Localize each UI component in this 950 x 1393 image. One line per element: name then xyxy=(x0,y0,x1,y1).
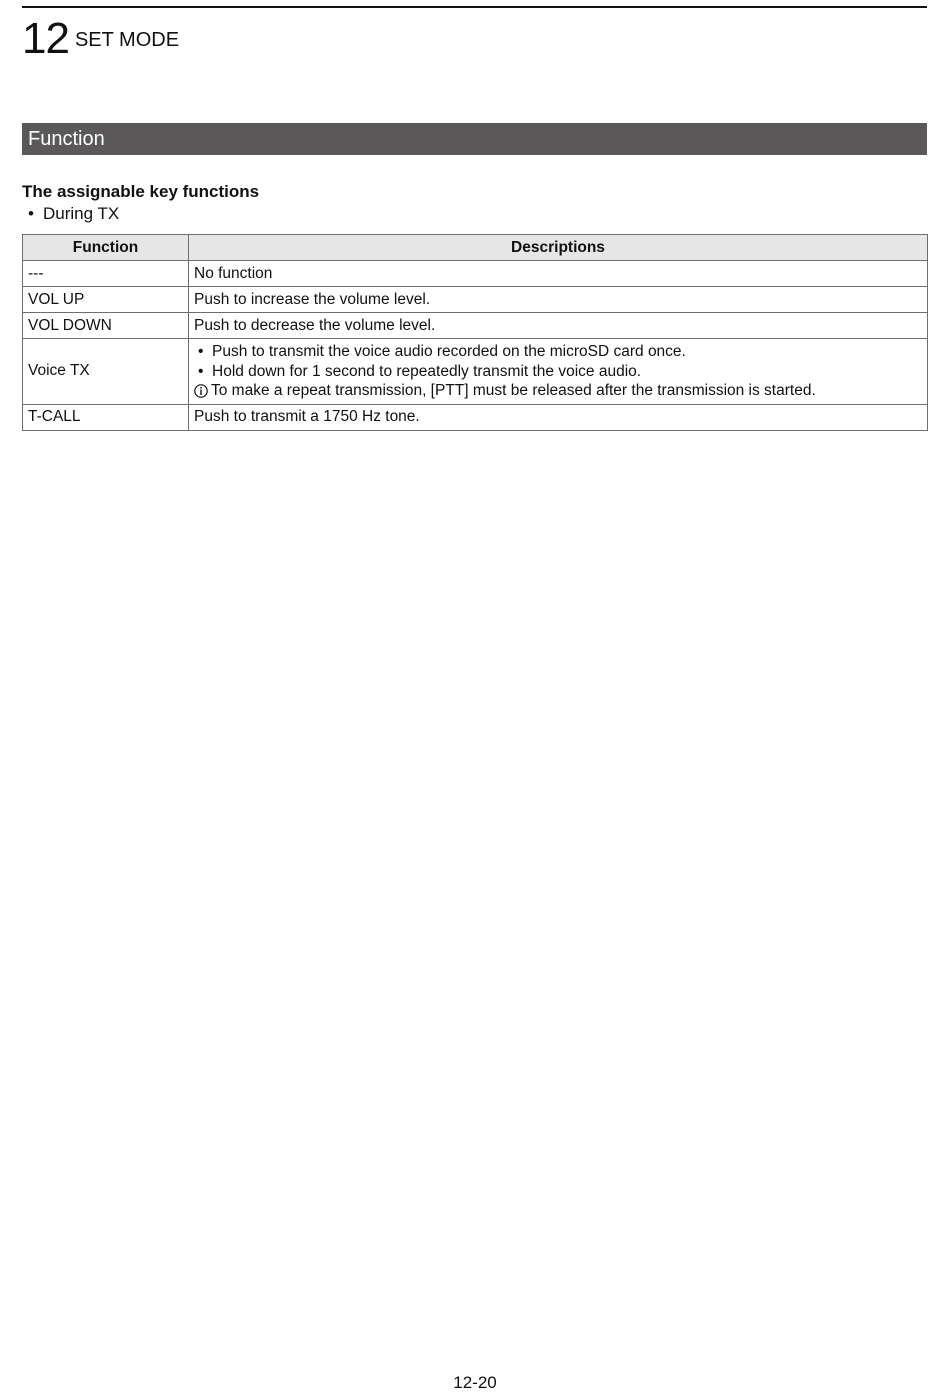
bullet-item xyxy=(28,203,119,225)
description-cell xyxy=(189,339,928,405)
description-cell: Push to increase the volume level. xyxy=(189,287,928,313)
subheading: The assignable key functions xyxy=(22,182,260,201)
table-row xyxy=(23,313,928,339)
function-cell: VOL UP xyxy=(23,287,189,313)
table-row xyxy=(23,287,928,313)
section-title-bar xyxy=(22,123,927,155)
function-cell: --- xyxy=(23,261,189,287)
description-note-text: To make a repeat transmission, [PTT] must be released after the transmission is started. xyxy=(211,382,816,399)
info-icon xyxy=(194,384,208,398)
description-bullet-text: Hold down for 1 second to repeatedly transmit the voice audio. xyxy=(212,362,642,380)
column-header-function: Function xyxy=(23,235,189,261)
description-cell: Push to transmit a 1750 Hz tone. xyxy=(189,404,928,430)
function-cell: Voice TX xyxy=(23,339,189,405)
bullet-text: During TX xyxy=(43,204,120,223)
bullet-icon: • xyxy=(198,362,204,380)
bullet-icon: • xyxy=(28,204,34,223)
header-rule xyxy=(22,6,927,8)
function-cell: T-CALL xyxy=(23,404,189,430)
bullet-icon: • xyxy=(198,343,204,360)
function-cell: VOL DOWN xyxy=(23,313,189,339)
description-bullet xyxy=(194,362,922,382)
description-bullet xyxy=(194,342,922,362)
column-header-descriptions: Descriptions xyxy=(189,235,928,261)
function-table xyxy=(22,234,928,431)
page-number: 12-20 xyxy=(453,1373,497,1392)
table-row xyxy=(23,404,928,430)
description-cell: Push to decrease the volume level. xyxy=(189,313,928,339)
description-cell: No function xyxy=(189,261,928,287)
chapter-number: 12 xyxy=(22,14,69,63)
table-row xyxy=(23,339,928,405)
description-note xyxy=(194,381,922,401)
section-title: Function xyxy=(28,128,105,150)
chapter-header xyxy=(22,16,179,62)
chapter-title: SET MODE xyxy=(74,29,180,51)
description-bullet-text: Push to transmit the voice audio recorded on the microSD card once. xyxy=(212,343,686,360)
table-row xyxy=(23,261,928,287)
table-header-row xyxy=(23,235,928,261)
